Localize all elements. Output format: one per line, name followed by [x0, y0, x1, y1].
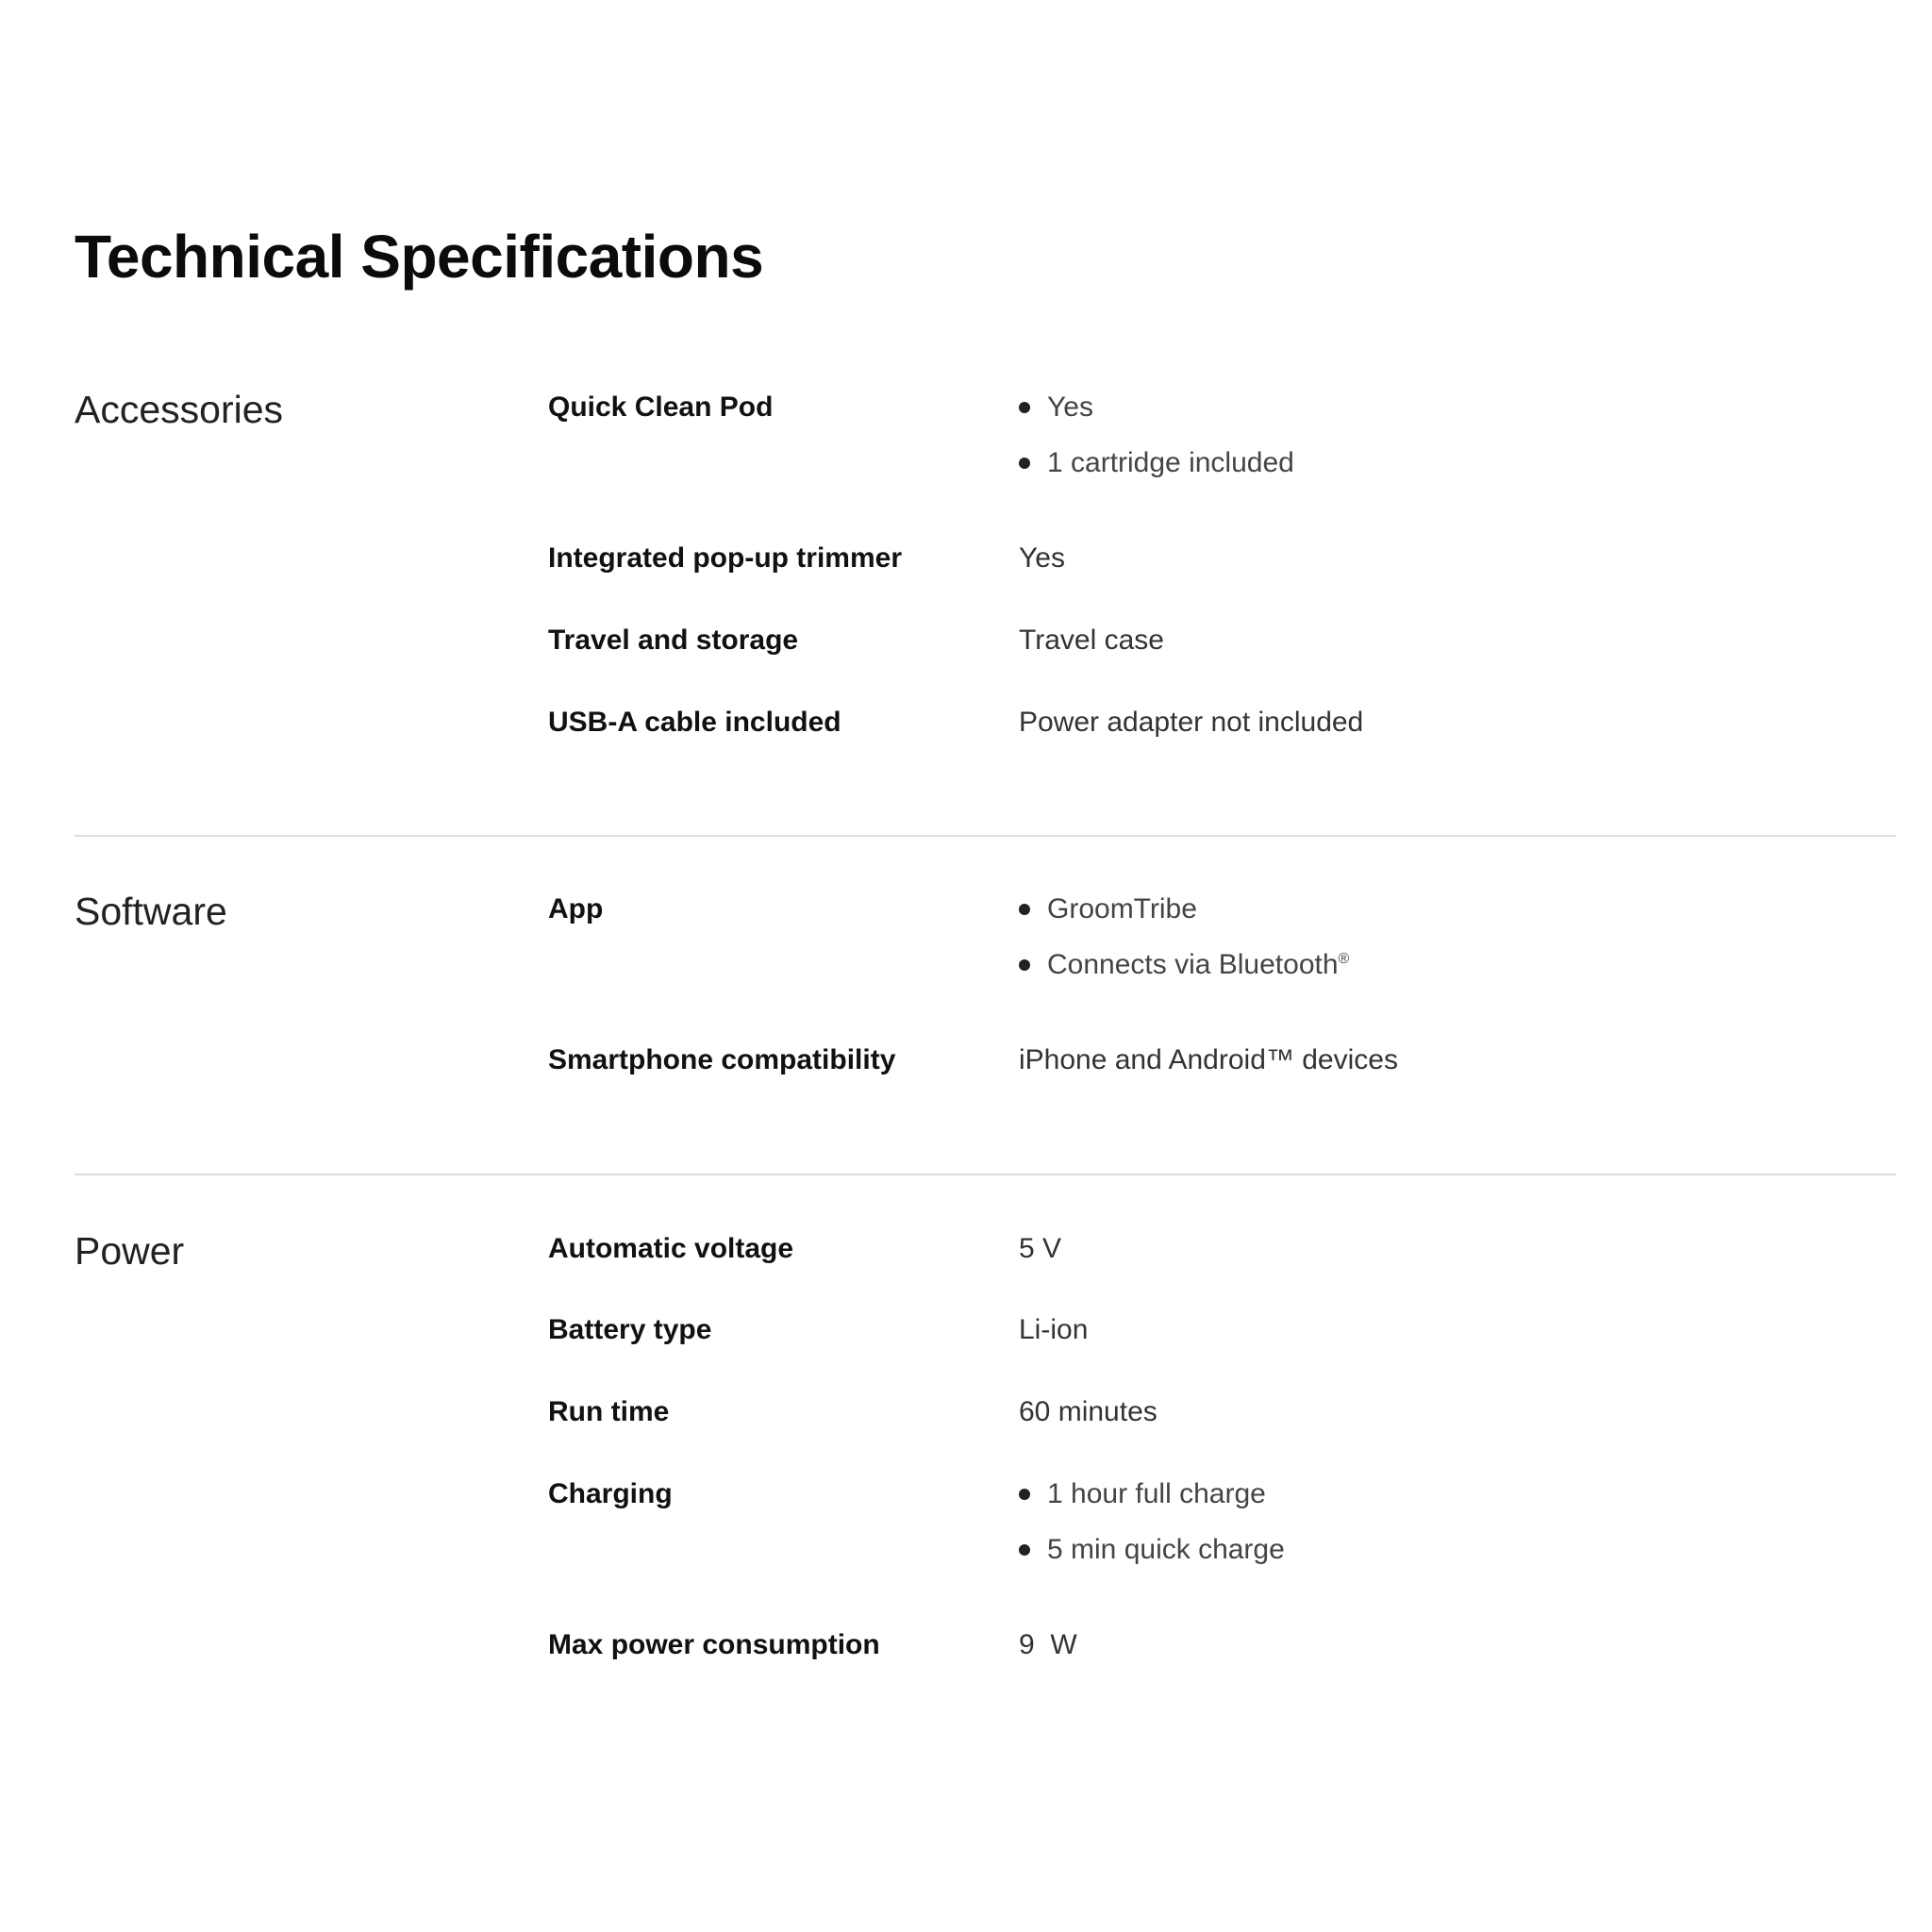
- bullet-item: [1019, 892, 1349, 948]
- bullet-dot-icon: [1019, 959, 1030, 971]
- spec-bullet-list: [1019, 892, 1349, 1004]
- spec-label: Max power consumption: [548, 1629, 880, 1660]
- bullet-text: Connects via Bluetooth: [1047, 949, 1339, 980]
- bullet-text: GroomTribe: [1047, 893, 1197, 924]
- spec-label: Integrated pop-up trimmer: [548, 542, 903, 574]
- bullet-item: [1019, 1533, 1285, 1589]
- spec-value: Yes: [1019, 542, 1065, 574]
- bullet-item: [1019, 1477, 1285, 1533]
- spec-bullet-list: [1019, 1477, 1285, 1589]
- bullet-dot-icon: [1019, 402, 1030, 413]
- registered-mark: ®: [1338, 951, 1350, 967]
- bullet-dot-icon: [1019, 1544, 1030, 1556]
- spec-label: Quick Clean Pod: [548, 391, 774, 423]
- spec-value: 9 W: [1019, 1629, 1077, 1660]
- bullet-item: [1019, 446, 1294, 502]
- bullet-item: [1019, 391, 1294, 446]
- bullet-text: 5 min quick charge: [1047, 1534, 1285, 1565]
- spec-value: iPhone and Android™ devices: [1019, 1044, 1398, 1075]
- section-title: Software: [75, 890, 227, 933]
- spec-label: Charging: [548, 1478, 673, 1509]
- spec-label: Automatic voltage: [548, 1233, 794, 1264]
- bullet-dot-icon: [1019, 1489, 1030, 1500]
- spec-label: Run time: [548, 1396, 670, 1427]
- spec-label: App: [548, 893, 604, 924]
- spec-value: Li-ion: [1019, 1314, 1089, 1345]
- spec-value: Travel case: [1019, 625, 1164, 656]
- bullet-dot-icon: [1019, 458, 1030, 469]
- page-title: Technical Specifications: [75, 223, 764, 291]
- section-divider: [75, 1174, 1896, 1175]
- section-title: Power: [75, 1229, 185, 1273]
- bullet-text: 1 hour full charge: [1047, 1478, 1266, 1509]
- bullet-item: [1019, 948, 1349, 1004]
- bullet-text: Yes: [1047, 391, 1093, 423]
- spec-value: Power adapter not included: [1019, 707, 1364, 738]
- bullet-dot-icon: [1019, 904, 1030, 915]
- spec-label: USB-A cable included: [548, 707, 841, 738]
- spec-value: 5 V: [1019, 1233, 1062, 1264]
- bullet-text: 1 cartridge included: [1047, 447, 1294, 478]
- spec-label: Battery type: [548, 1314, 712, 1345]
- spec-label: Smartphone compatibility: [548, 1044, 896, 1075]
- spec-bullet-list: [1019, 391, 1294, 502]
- section-divider: [75, 835, 1896, 837]
- spec-label: Travel and storage: [548, 625, 799, 656]
- spec-value: 60 minutes: [1019, 1396, 1158, 1427]
- section-title: Accessories: [75, 388, 284, 431]
